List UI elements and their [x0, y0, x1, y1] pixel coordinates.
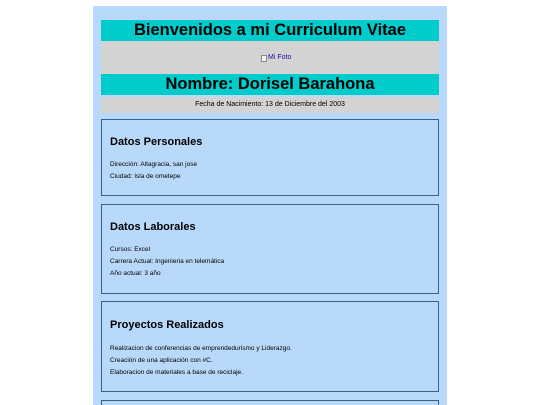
project-line: Elaboracion de materiales a base de reciclaje.	[110, 369, 243, 376]
section-heading: Datos Laborales	[110, 221, 196, 233]
work-data-section	[101, 204, 439, 294]
name-heading: Nombre: Dorisel Barahona	[101, 74, 439, 95]
next-section	[101, 400, 439, 405]
section-heading: Proyectos Realizados	[110, 319, 224, 331]
project-line: Realizacion de conferencias de emprendedurismo y Liderazgo.	[110, 345, 292, 352]
address-line: Dirección: Altagracia, san jose	[110, 161, 198, 168]
courses-line: Cursos: Excel	[110, 246, 151, 253]
personal-data-section	[101, 119, 439, 196]
project-line: Creación de una aplicación con #C.	[110, 357, 213, 364]
city-line: Ciudad: Isla de ometepe	[110, 173, 181, 180]
birth-date: Fecha de Nacimiento: 13 de Diciembre del 2003	[101, 97, 439, 113]
photo-alt-text: Mi Foto	[268, 54, 292, 61]
section-heading: Datos Personales	[110, 136, 203, 148]
cv-page	[93, 6, 447, 405]
year-line: Año actual: 3 año	[110, 270, 161, 277]
profile-photo	[261, 54, 291, 62]
broken-image-icon	[261, 55, 267, 62]
page-title: Bienvenidos a mi Curriculum Vitae	[101, 20, 439, 41]
projects-section	[101, 301, 439, 392]
photo-band	[101, 41, 439, 74]
career-line: Carrera Actual: Ingenieria en telemática	[110, 258, 225, 265]
